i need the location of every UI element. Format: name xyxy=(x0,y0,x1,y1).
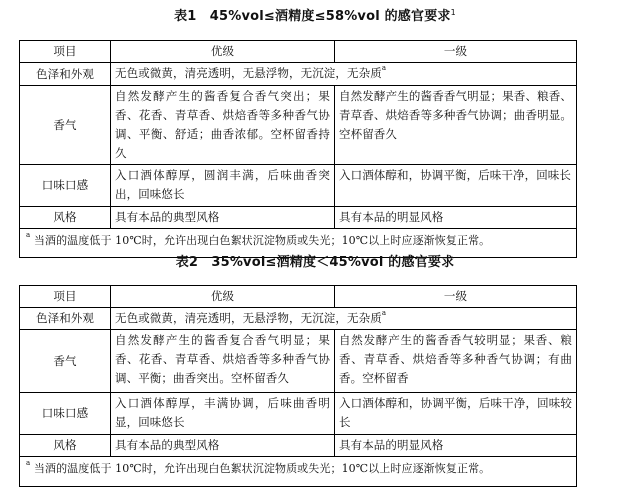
table2-cell-superior: 自然发酵产生的酱香复合香气明显；果香、花香、青草香、烘焙香等多种香气协调、平衡；曲香突出。空杯留香久 xyxy=(111,330,335,393)
table1 xyxy=(19,40,577,258)
table1-caption-text: 表1 45%vol≤酒精度≤58%vol 的感官要求 xyxy=(174,9,451,24)
table2-header-item: 项目 xyxy=(20,286,111,308)
table2-cell-first: 具有本品的明显风格 xyxy=(335,435,577,457)
table2-cell-superior: 入口酒体醇厚，丰满协调，后味曲香明显，回味悠长 xyxy=(111,393,335,435)
table1-cell-item: 风格 xyxy=(20,207,111,229)
table1-cell-first: 入口酒体醇和，协调平衡，后味干净，回味长 xyxy=(335,165,577,207)
table2-row-appearance xyxy=(20,308,577,330)
table1-row-taste xyxy=(20,165,577,207)
table2-note-row xyxy=(20,457,577,487)
table2-cell-first: 自然发酵产生的酱香香气较明显；果香、粮香、青草香、烘焙香等多种香气协调；有曲香。空杯留香 xyxy=(335,330,577,393)
table2-appearance-text: 无色或微黄，清亮透明，无悬浮物，无沉淀，无杂质 xyxy=(115,311,382,325)
table2-caption xyxy=(0,255,630,271)
table1-cell-item: 口味口感 xyxy=(20,165,111,207)
table2 xyxy=(19,285,577,487)
table2-cell-first: 入口酒体醇和，协调平衡，后味干净，回味较长 xyxy=(335,393,577,435)
table2-header-superior: 优级 xyxy=(111,286,335,308)
table1-note-row xyxy=(20,229,577,258)
table1-appearance-footnote-mark: a xyxy=(381,64,387,72)
table1-header-row xyxy=(20,41,577,63)
table2-cell-item: 色泽和外观 xyxy=(20,308,111,330)
table1-cell-superior: 具有本品的典型风格 xyxy=(111,207,335,229)
table2-cell-appearance xyxy=(111,308,577,330)
table1-row-appearance xyxy=(20,63,577,86)
table2-cell-item: 香气 xyxy=(20,330,111,393)
table1-row-style xyxy=(20,207,577,229)
table1-cell-first: 具有本品的明显风格 xyxy=(335,207,577,229)
table2-note-text: 当酒的温度低于 10℃时，允许出现白色絮状沉淀物质或失光；10℃以上时应逐渐恢复正常。 xyxy=(30,462,491,475)
table2-row-aroma xyxy=(20,330,577,393)
table1-cell-appearance xyxy=(111,63,577,86)
table2-cell-item: 风格 xyxy=(20,435,111,457)
table2-note xyxy=(20,457,577,487)
table1-cell-item: 香气 xyxy=(20,86,111,165)
table1-row-aroma xyxy=(20,86,577,165)
table1-header-first: 一级 xyxy=(335,41,577,63)
table1-note-mark: a xyxy=(26,231,31,239)
table1-note xyxy=(20,229,577,258)
table2-note-mark: a xyxy=(26,459,31,467)
table1-cell-superior: 入口酒体醇厚，圆润丰满，后味曲香突出，回味悠长 xyxy=(111,165,335,207)
table2-header-first: 一级 xyxy=(335,286,577,308)
table1-caption xyxy=(0,9,630,25)
table2-cell-superior: 具有本品的典型风格 xyxy=(111,435,335,457)
table2-header-row xyxy=(20,286,577,308)
table1-header-superior: 优级 xyxy=(111,41,335,63)
table1-cell-item: 色泽和外观 xyxy=(20,63,111,86)
table2-row-style xyxy=(20,435,577,457)
table2-caption-text: 表2 35%vol≤酒精度＜45%vol 的感官要求 xyxy=(175,255,455,270)
table1-caption-footnote-mark: 1 xyxy=(450,8,456,17)
table1-note-text: 当酒的温度低于 10℃时，允许出现白色絮状沉淀物质或失光；10℃以上时应逐渐恢复正常。 xyxy=(30,234,491,247)
table1-cell-superior: 自然发酵产生的酱香复合香气突出；果香、花香、青草香、烘焙香等多种香气协调、平衡、舒适；曲香浓郁。空杯留香持久 xyxy=(111,86,335,165)
table1-appearance-text: 无色或微黄，清亮透明，无悬浮物，无沉淀，无杂质 xyxy=(115,66,382,80)
table2-row-taste xyxy=(20,393,577,435)
table1-cell-first: 自然发酵产生的酱香香气明显；果香、粮香、青草香、烘焙香等多种香气协调；曲香明显。空杯留香久 xyxy=(335,86,577,165)
table2-cell-item: 口味口感 xyxy=(20,393,111,435)
table1-header-item: 项目 xyxy=(20,41,111,63)
table2-appearance-footnote-mark: a xyxy=(381,309,387,317)
